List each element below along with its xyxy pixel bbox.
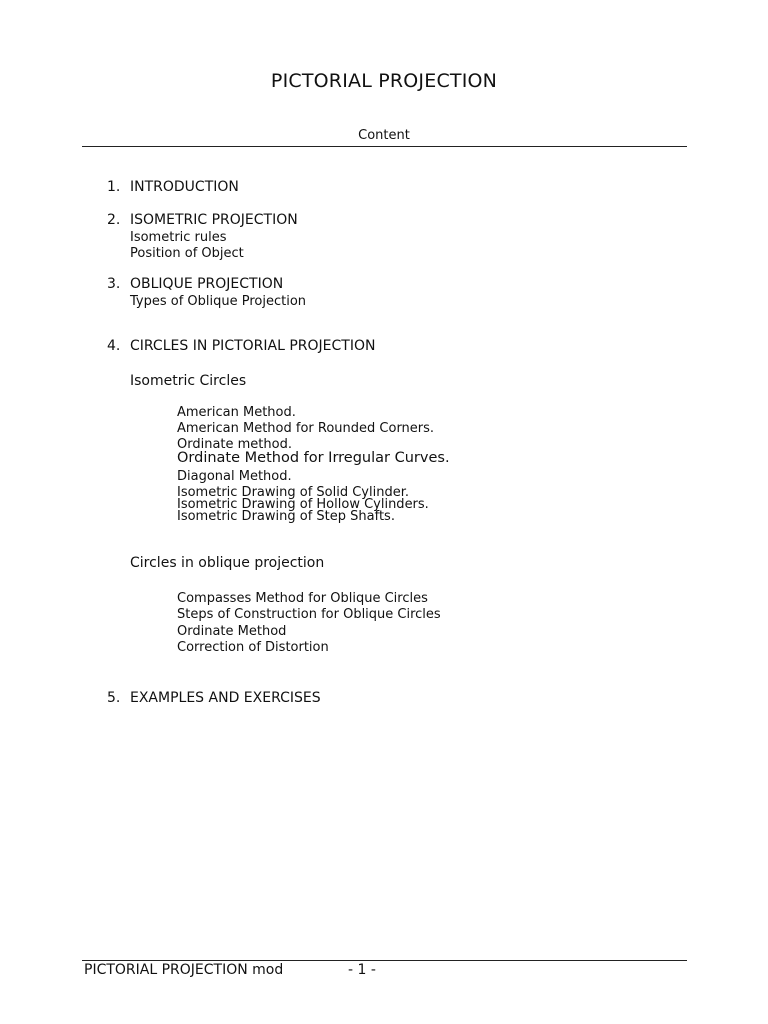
section-1 [107,179,239,195]
list-item: Diagonal Method. [177,469,292,484]
section-label: OBLIQUE PROJECTION [130,276,284,292]
section-label: EXAMPLES AND EXERCISES [130,690,321,706]
section-2 [107,212,298,228]
list-item: Ordinate Method for Irregular Curves. [177,450,450,466]
section-label: INTRODUCTION [130,179,239,195]
footer-text: PICTORIAL PROJECTION mod [84,962,284,978]
list-item: Isometric Drawing of Step Shafts. [177,509,395,524]
list-item: Correction of Distortion [177,640,329,655]
list-item: Compasses Method for Oblique Circles [177,591,428,606]
list-item: American Method. [177,405,296,420]
oblique-circles-heading: Circles in oblique projection [130,555,325,571]
section-number: 2. [107,212,121,228]
section-4 [107,338,375,354]
section-number: 5. [107,690,121,706]
section-5 [107,690,321,706]
section-3 [107,276,283,292]
section-label: ISOMETRIC PROJECTION [130,212,298,228]
list-item: Ordinate method. [177,437,292,452]
header-rule [82,146,687,147]
section-number: 1. [107,179,121,195]
list-item: Isometric Drawing of Hollow Cylinders. [177,497,429,512]
subsection-item: Isometric rules [130,230,227,245]
isometric-circles-heading: Isometric Circles [130,373,247,389]
footer-rule [82,960,687,961]
list-item: Steps of Construction for Oblique Circles [177,607,441,622]
list-item: Isometric Drawing of Solid Cylinder. [177,485,409,500]
section-number: 3. [107,276,121,292]
subsection-item: Types of Oblique Projection [130,294,307,309]
page-title: PICTORIAL PROJECTION [270,70,498,92]
list-item: Ordinate Method [177,624,287,639]
content-heading: Content [358,128,410,143]
subsection-item: Position of Object [130,246,244,261]
section-number: 4. [107,338,121,354]
section-label: CIRCLES IN PICTORIAL PROJECTION [130,338,376,354]
list-item: American Method for Rounded Corners. [177,421,435,436]
page-number: - 1 - [348,962,376,978]
